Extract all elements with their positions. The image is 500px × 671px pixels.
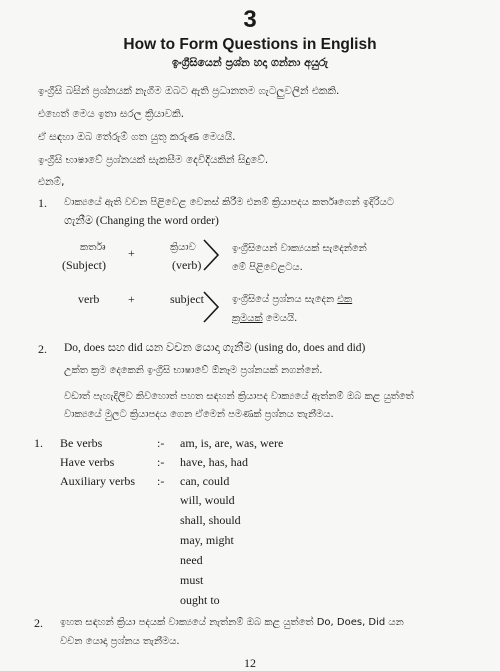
intro-line-5: එනම්,	[38, 176, 65, 188]
row1-verb-en: (verb)	[172, 258, 202, 272]
row1-subject: කර්තෘ	[80, 242, 106, 253]
method1-line2: ගැනීම (Changing the word order)	[64, 215, 219, 227]
verbs-sep-have: :-	[157, 455, 165, 469]
page-number: 12	[244, 656, 256, 670]
row2-desc2: ක්‍රමයක් මෙයයි.	[232, 313, 298, 324]
method2-line2: උක්ත ක්‍රම දෙකෙනි ඉංග්‍රීසි භාෂාවේ ඕනෑම ප්‍රශ්නයක් නගන්නේ.	[64, 365, 323, 376]
method1-line1: වාක්‍යයේ ඇති වචන පිළිවෙළ වෙනස් කිරීම එනම් ක්‍රියාපදය කර්තෘගෙන් ඉදිරියට	[64, 197, 395, 208]
aux-item: shall, should	[180, 513, 241, 527]
aux-item: will, would	[180, 493, 235, 507]
point2-line2: වචන යොදා ප්‍රශ්නය තැනීමය.	[60, 636, 180, 647]
row2-desc1: ඉංග්‍රීසියේ ප්‍රශ්නය සැදෙන එක	[232, 294, 353, 305]
verbs-sep-be: :-	[157, 436, 165, 450]
row1-verb: ක්‍රියාව	[170, 242, 196, 253]
intro-line-1: ඉංග්‍රීසි බසින් ප්‍රශ්නයක් නැගීම ඔබට ඇති ප්‍රධානතම ගැටලුවලින් එකකි.	[38, 85, 340, 97]
aux-item: need	[180, 553, 203, 567]
method2-line4: වාක්‍යයේ මුලට ක්‍රියාපදය ගෙන ඒමෙන් පමණක් ප්‍රශ්නය තැනීමය.	[64, 409, 334, 420]
chapter-number: 3	[243, 6, 257, 33]
row1-plus: +	[128, 246, 135, 260]
method2-line3: වඩාත් පැහැදිලිව කිවහොත් පහත සඳහන් ක්‍රියාපද වාක්‍යයේ ඇත්නම් ඔබ කළ යුත්තේ	[64, 391, 414, 402]
bracket-icon	[200, 290, 222, 324]
method1-number: 1.	[38, 196, 47, 210]
verbs-sep-aux: :-	[157, 474, 165, 488]
row2-plus: +	[128, 292, 135, 306]
method2-number: 2.	[38, 342, 47, 356]
verbs-label-have: Have verbs	[60, 455, 115, 469]
verbs-number: 1.	[34, 436, 43, 450]
row2-subject: subject	[170, 292, 204, 306]
bracket-icon	[200, 238, 222, 272]
verbs-value-be: am, is, are, was, were	[180, 436, 284, 450]
intro-line-3: ඒ සඳහා ඔබ තේරුම් ගත යුතු කරුණ මෙයයි.	[38, 131, 236, 143]
intro-line-4: ඉංග්‍රීසි භාෂාවේ ප්‍රශ්නයක් සැකසීම දෙවිදියකින් සිදුවේ.	[38, 154, 269, 166]
row1-desc2: මේ පිළිවෙළටය.	[232, 262, 303, 273]
page-subtitle: ඉංග්‍රීසියෙන් ප්‍රශ්න හදා ගන්නා අයුරු	[171, 56, 329, 69]
point2-line1: ඉහත සඳහන් ක්‍රියා පදයක් වාක්‍යයේ නැත්නම් ඔබ කළ යුත්තේ Do, Does, Did යන	[60, 617, 404, 628]
verbs-value-have: have, has, had	[180, 455, 248, 469]
intro-line-2: එහෙත් මෙය ඉතා සරල ක්‍රියාවකි.	[38, 108, 185, 120]
page-title: How to Form Questions in English	[123, 36, 377, 53]
verbs-label-aux: Auxiliary verbs	[60, 474, 135, 488]
verbs-label-be: Be verbs	[60, 436, 103, 450]
row2-verb: verb	[78, 292, 100, 306]
verbs-value-aux: can, could	[180, 474, 230, 488]
row1-subject-en: (Subject)	[62, 258, 106, 272]
aux-item: ought to	[180, 593, 220, 607]
aux-item: must	[180, 573, 204, 587]
row1-desc1: ඉංග්‍රීසියෙන් වාක්‍යයක් සැදෙන්නේ	[232, 243, 367, 254]
point2-number: 2.	[34, 616, 43, 630]
aux-item: may, might	[180, 533, 234, 547]
method2-line1: Do, does සහ did යන වචන යොදා ගැනීම (using do, does and did)	[64, 342, 366, 354]
